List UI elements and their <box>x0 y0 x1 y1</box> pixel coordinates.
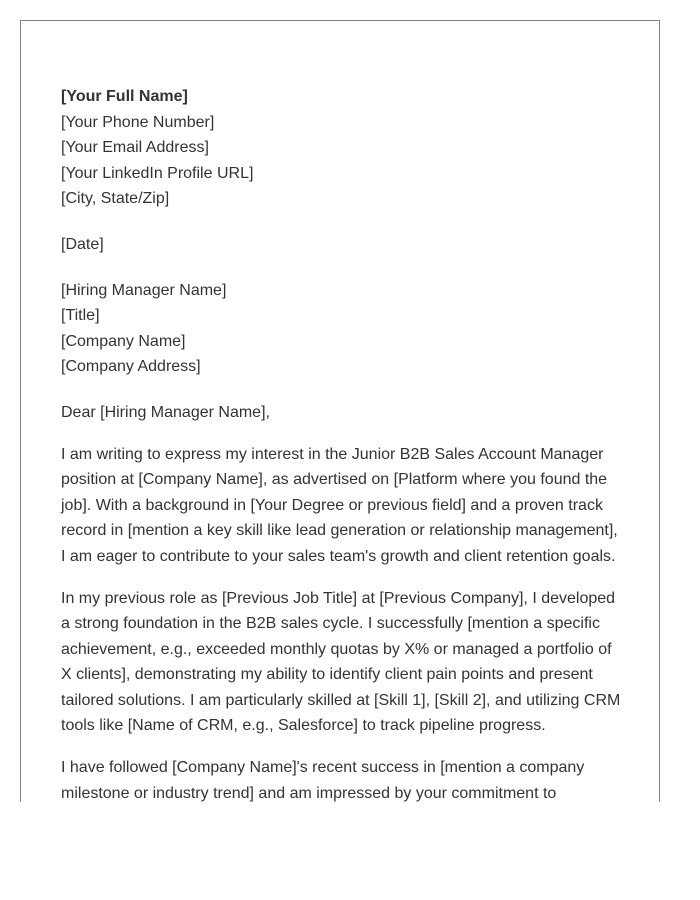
body-paragraph: I have followed [Company Name]'s recent success in [mention a company milestone or industry trend] and am impressed by your commitment to <box>61 759 585 802</box>
recipient-address: [Company Address] <box>61 358 201 376</box>
salutation-block <box>61 400 621 426</box>
sender-name: [Your Full Name] <box>61 88 188 105</box>
letter-body <box>61 442 621 802</box>
sender-linkedin: [Your LinkedIn Profile URL] <box>61 164 254 182</box>
sender-email: [Your Email Address] <box>61 139 209 157</box>
recipient-name: [Hiring Manager Name] <box>61 281 227 299</box>
recipient-company: [Company Name] <box>61 332 186 350</box>
letter-date: [Date] <box>61 235 104 253</box>
body-paragraph: In my previous role as [Previous Job Title] at [Previous Company], I developed a strong foundation in the B2B sales cycle. I successfully [mention a specific achievement, e.g., exceeded monthly quotas by X% or managed a portfolio of X clients], demonstrating my ability to identify client pain points and present tailored solutions. I am particularly skilled at [Skill 1], [Skill 2], and utilizing CRM tools like [Name of CRM, e.g., Salesforce] to track pipeline progress. <box>61 589 621 735</box>
body-paragraph: I am writing to express my interest in the Junior B2B Sales Account Manager position at [Company Name], as advertised on [Platform where you found the job]. With a background in [Your Degree or previous field] and a proven track record in [mention a key skill like lead generation or relationship management], I am eager to contribute to your sales team's growth and client retention goals. <box>61 445 618 565</box>
salutation: Dear [Hiring Manager Name], <box>61 403 270 421</box>
sender-block <box>61 84 621 212</box>
letter-page <box>20 20 660 802</box>
recipient-block <box>61 278 621 380</box>
sender-phone: [Your Phone Number] <box>61 113 215 131</box>
sender-city: [City, State/Zip] <box>61 190 170 208</box>
date-block <box>61 232 621 258</box>
recipient-title: [Title] <box>61 307 100 325</box>
letter-content <box>61 84 621 802</box>
